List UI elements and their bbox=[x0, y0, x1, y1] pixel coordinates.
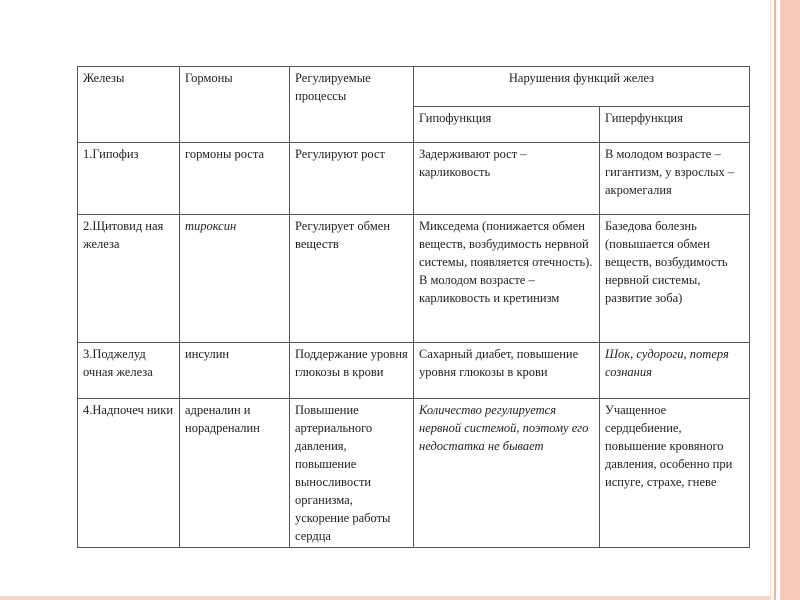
process-cell: Регулирует обмен веществ bbox=[290, 215, 414, 343]
hormone-cell: адреналин и норадреналин bbox=[180, 399, 290, 548]
table-row bbox=[78, 343, 750, 399]
slide-bottom-edge bbox=[0, 596, 770, 600]
slide-border-thin bbox=[770, 0, 771, 600]
endocrine-glands-table bbox=[77, 66, 750, 548]
table-row bbox=[78, 143, 750, 215]
header-hypofunction: Гипофункция bbox=[414, 107, 600, 143]
hormone-cell: тироксин bbox=[180, 215, 290, 343]
header-hyperfunction: Гиперфункция bbox=[600, 107, 750, 143]
gland-cell: 4.Надпочеч ники bbox=[78, 399, 180, 548]
hormone-cell: инсулин bbox=[180, 343, 290, 399]
hypofunction-cell: Задерживают рост – карликовость bbox=[414, 143, 600, 215]
table-row bbox=[78, 399, 750, 548]
header-glands: Железы bbox=[78, 67, 180, 143]
header-processes: Регулируемые процессы bbox=[290, 67, 414, 143]
slide-border-stripe bbox=[780, 0, 800, 600]
header-disorders: Нарушения функций желез bbox=[414, 67, 750, 107]
gland-cell: 2.Щитовид ная железа bbox=[78, 215, 180, 343]
process-cell: Регулируют рост bbox=[290, 143, 414, 215]
gland-cell: 1.Гипофиз bbox=[78, 143, 180, 215]
table-row bbox=[78, 215, 750, 343]
hyperfunction-cell: Учащенное сердцебиение, повышение кровяного давления, особенно при испуге, страхе, гневе bbox=[600, 399, 750, 548]
header-hormones: Гормоны bbox=[180, 67, 290, 143]
hypofunction-cell: Сахарный диабет, повышение уровня глюкозы в крови bbox=[414, 343, 600, 399]
hyperfunction-cell: Шок, судороги, потеря сознания bbox=[600, 343, 750, 399]
hyperfunction-cell: Базедова болезнь (повышается обмен веществ, возбудимость нервной системы, развитие зоба) bbox=[600, 215, 750, 343]
hypofunction-cell: Количество регулируется нервной системой, поэтому его недостатка не бывает bbox=[414, 399, 600, 548]
process-cell: Повышение артериального давления, повышение выносливости организма, ускорение работы сердца bbox=[290, 399, 414, 548]
hormone-cell: гормоны роста bbox=[180, 143, 290, 215]
hypofunction-cell: Микседема (понижается обмен веществ, возбудимость нервной системы, появляется отечность). В молодом возрасте – карликовость и кретинизм bbox=[414, 215, 600, 343]
process-cell: Поддержание уровня глюкозы в крови bbox=[290, 343, 414, 399]
header-row bbox=[78, 67, 750, 107]
hyperfunction-cell: В молодом возрасте – гигантизм, у взрослых – акромегалия bbox=[600, 143, 750, 215]
gland-cell: 3.Поджелуд очная железа bbox=[78, 343, 180, 399]
slide-border-line bbox=[774, 0, 776, 600]
